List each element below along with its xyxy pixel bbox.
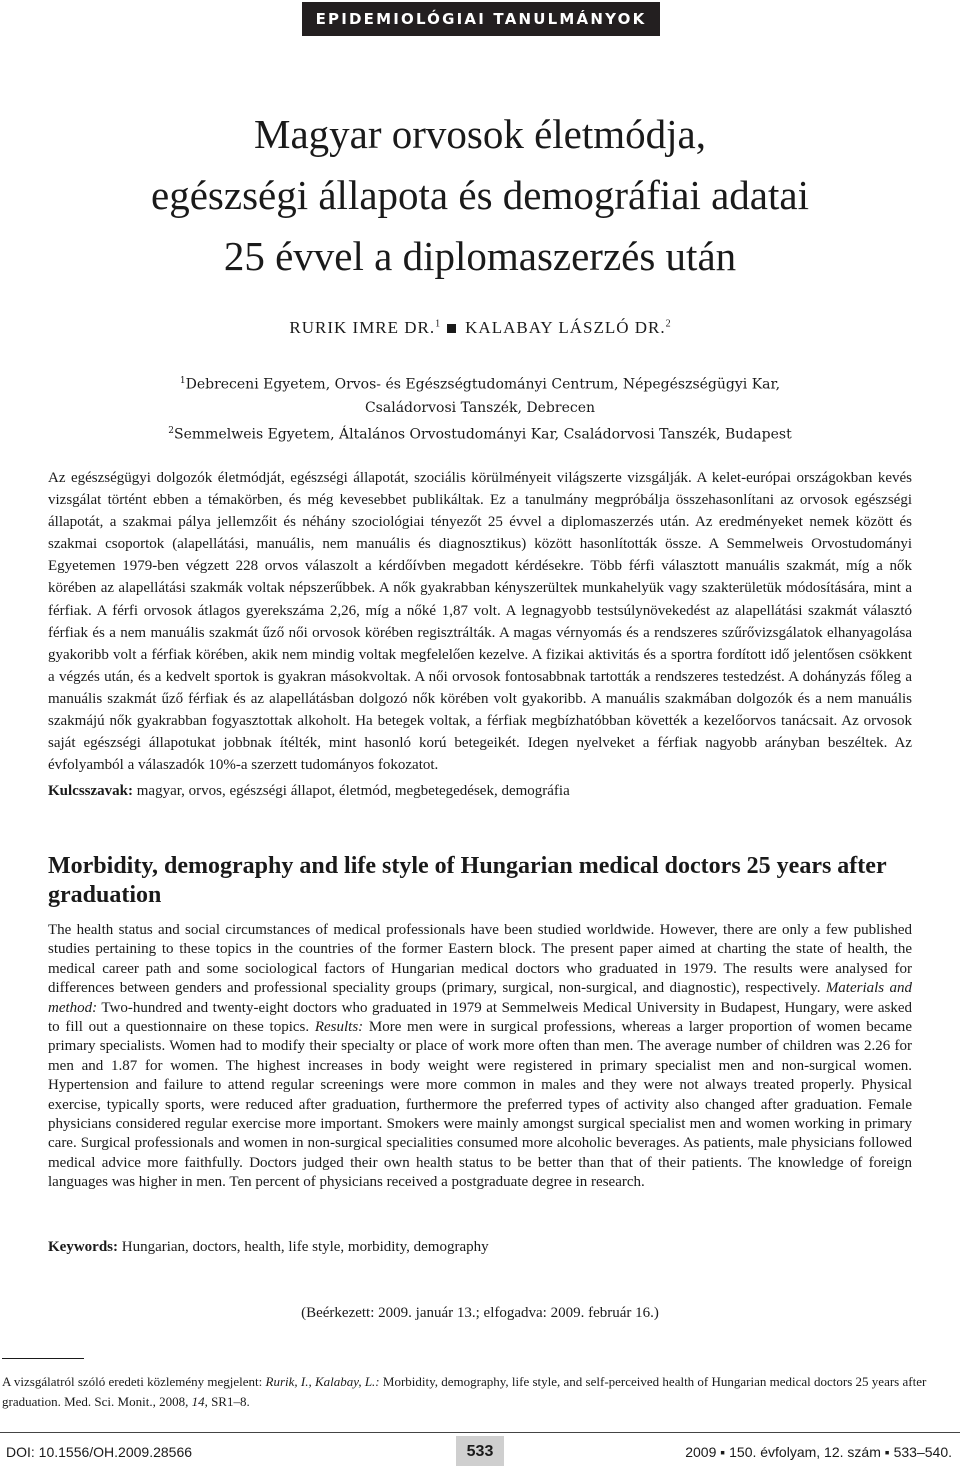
affiliation-marker: 1 [179, 376, 186, 386]
keywords-english [48, 1236, 912, 1258]
keywords-hungarian [48, 780, 912, 802]
page-number: 533 [456, 1436, 504, 1466]
footer-divider [0, 1432, 960, 1433]
author-name: RURIK IMRE DR. [289, 318, 436, 337]
keywords-label: Kulcsszavak: [48, 783, 134, 799]
title-line: egészségi állapota és demográfiai adatai [151, 172, 809, 218]
received-dates: (Beérkezett: 2009. január 13.; elfogadva: 2009. február 16.) [301, 1305, 659, 1321]
abstract-section-label: Results: [314, 1019, 364, 1036]
section-header: EPIDEMIOLÓGIAI TANULMÁNYOK [302, 2, 660, 36]
abstract-hungarian: Az egészségügyi dolgozók életmódját, egészségi állapotát, szociális körülményeit világszerte vizsgálják. A kelet-európai országokban kevés vizsgálat történt ebben a témakörben, és még kevesebbet publikáltak. Ez a tanulmány megpróbálja összehasonlítani az orvosok egészségi állapotát, a szakmai pálya jellemzőit és néhány szociológiai tényezőt 25 évvel a diplomaszerzés után. Az eredményeket nemek között és szakmai csoportok (alapellátási, manuális, nem manuális és diagnosztikus) között hasonlították össze. A Semmelweis Orvostudományi Egyetemen 1979-ben végzett 228 orvos válaszolt a kérdőívben megadott kérdésekre. Több férfi választott manuális szakmát, míg a nők körében az alapellátási szakmák voltak népszerűbbek. A nők gyakrabban kényszerültek munkahelyük vagy szakterületük módosítására, mint a férfiak. A férfi orvosok átlagos gyerekszáma 2,26, míg a nőké 1,87 volt. A legnagyobb testsúlynövekedést az alapellátási szakmát választó férfiak és a nem manuális szakmát űző női orvosok körében regisztrálták. A magas vérnyomás és a rendszeres szűrővizsgálatok elhanyagolása gyakoribb volt a férfiak körében, akik nem mindig voltak megfelelően kezelve. A fizikai aktivitás és a sportra fordított idő jelentősen csökkent a végzés után, és a kedvelt sportok is gyakran másokvoltak. A női orvosok fontosabbnak tartották a rendszeres testedzést. A dohányzás főleg a manuális szakmát űző férfiak és az alapellátásban dolgozó nők körében volt gyakoribb. A manuális szakmában dolgozók és a nem manuális szakmájú nők gyakrabban fogyasztottak alkoholt. Ha betegek voltak, a férfiak megbízhatóbban követték a kezelőorvos tanácsait. Az orvosok saját egészségi állapotukat jobbnak ítélték, mint hasonló korú betegeikét. Idegen nyelveket a férfiak nagyobb arányban beszéltek. Az évfolyamból a válaszadók 10%-a szerzett tudományos fokozatot. [48, 470, 912, 774]
author-list [0, 318, 960, 338]
affiliation-text: Semmelweis Egyetem, Általános Orvostudományi Kar, Családorvosi Tanszék, Budapest [174, 426, 792, 443]
author-name: KALABAY LÁSZLÓ DR. [465, 318, 666, 337]
title-line: 25 évvel a diplomaszerzés után [223, 233, 737, 279]
separator-square-icon [447, 324, 456, 333]
keywords-label: Keywords: [48, 1239, 118, 1255]
affiliation-marker: 1 [435, 318, 441, 330]
abstract-section-label: Materials and method: [48, 980, 912, 1016]
affiliation-marker: 2 [665, 318, 671, 330]
article-title-hu [0, 104, 960, 287]
affiliation-marker: 2 [168, 425, 175, 436]
issue-info: 2009 ▪ 150. évfolyam, 12. szám ▪ 533–540. [685, 1444, 952, 1460]
affiliations [0, 370, 960, 446]
abstract-text: The health status and social circumstances of medical professionals have been studied worldwide. However, there are only a few published studies pertaining to these topics in the countries of the former Eastern block. The present paper aimed at charting the state of health, the medical career path and some sociological factors of Hungarian medical doctors who graduated in 1979. The results were analysed for differences between genders and professional speciality groups (primary, surgical, non-surgical, and diagnostic), respectively. [48, 922, 912, 997]
footnote-authors: Rurik, I., Kalabay, L.: [265, 1374, 380, 1389]
affiliation-text: Debreceni Egyetem, Orvos- és Egészségtudományi Centrum, Népegészségügyi Kar, [185, 376, 781, 393]
title-line: Magyar orvosok életmódja, [253, 111, 707, 157]
affiliation-line: Családorvosi Tanszék, Debrecen [364, 399, 596, 416]
article-title-en: Morbidity, demography and life style of Hungarian medical doctors 25 years after graduation [48, 853, 887, 908]
affiliation-line [0, 370, 960, 397]
footnote [2, 1372, 960, 1412]
footnote-volume: 14, [191, 1394, 208, 1409]
footnote-text: A vizsgálatról szóló eredeti közlemény megjelent: [2, 1374, 266, 1389]
keywords-text: Hungarian, doctors, health, life style, morbidity, demography [118, 1239, 489, 1255]
footnote-divider [2, 1358, 84, 1359]
doi-link[interactable]: DOI: 10.1556/OH.2009.28566 [6, 1444, 193, 1460]
abstract-text: Two-hundred and twenty-eight doctors who graduated in 1979 at Semmelweis Medical University in Budapest, Hungary, were asked to fill out a questionnaire on these topics. [48, 999, 912, 1036]
keywords-text: magyar, orvos, egészségi állapot, életmód, megbetegedések, demográfia [133, 783, 570, 799]
affiliation-line [0, 420, 960, 447]
abstract-text: More men were in surgical professions, whereas a larger proportion of women became primary specialists. Women had to modify their specialty or place of work more often than men. The average number of children was 2.26 for men and 1.87 for women. The highest increases in body weight were registered in primary specialist men and non-surgical women. Hypertension and failure to attend regular screenings were more common in males and they were not always treated properly. Physical exercise, typically sports, were reduced after graduation, furthermore the preferred types of activity also changed after graduation. Female physicians considered regular exercise more important. Smokers were mainly amongst surgical specialist men and women working in primary care. Surgical professionals and women in non-surgical specialities consumed more alcoholic beverages. As patients, male physicians followed medical advice more faithfully. Doctors judged their own health status to be better than that of their patients. The knowledge of foreign languages was higher in men. Ten percent of physicians received a postgraduate degree in research. [48, 1019, 912, 1191]
footnote-text: SR1–8. [207, 1394, 250, 1409]
abstract-english [48, 921, 912, 1193]
footnote-text: Morbidity, demography, life style, and self-perceived health of Hungarian medical doctors 25 years after graduation. Med. Sci. Monit., 2008, [2, 1374, 927, 1409]
